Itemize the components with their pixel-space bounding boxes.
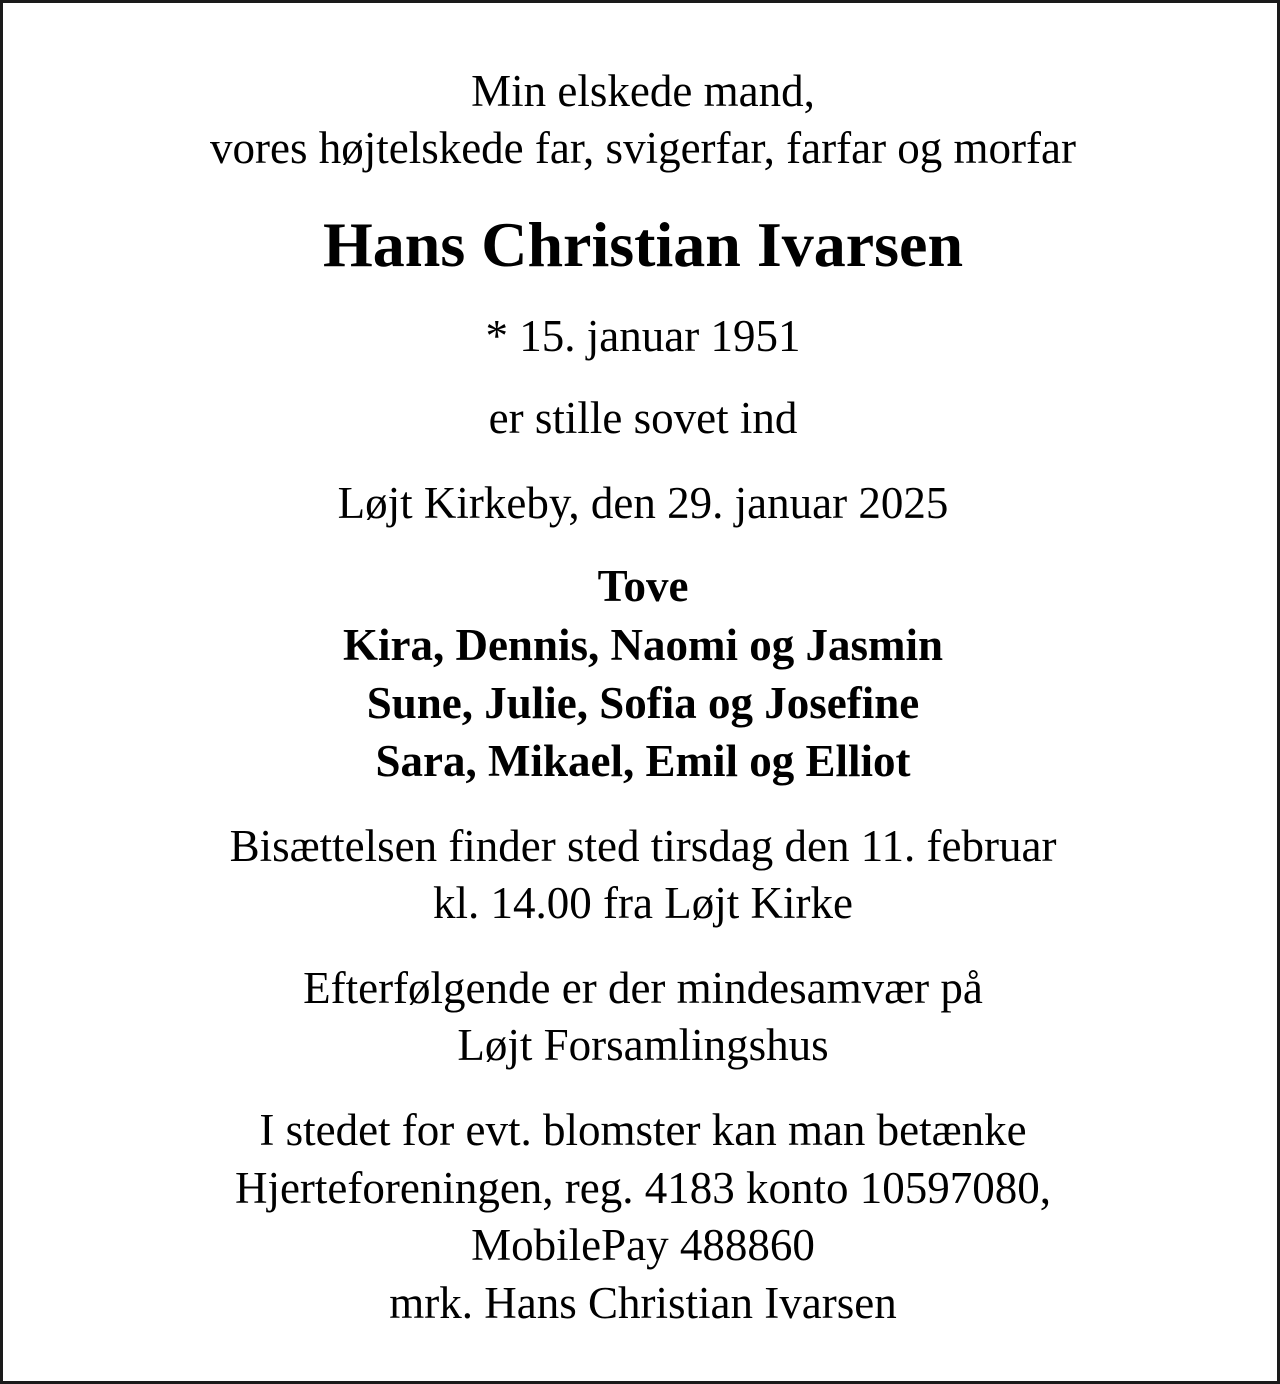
deceased-name: Hans Christian Ivarsen (322, 209, 964, 280)
birth-date: * 15. januar 1951 (485, 311, 801, 361)
donation-line-3: MobilePay 488860 (471, 1220, 815, 1270)
intro-line-1: Min elskede mand, (471, 66, 815, 116)
gathering-line-2: Løjt Forsamlingshus (457, 1020, 829, 1070)
place-and-date: Løjt Kirkeby, den 29. januar 2025 (337, 478, 949, 528)
funeral-line-1: Bisættelsen finder sted tirsdag den 11. februar (229, 821, 1057, 871)
donation-line-4: mrk. Hans Christian Ivarsen (389, 1278, 897, 1328)
funeral-line-2: kl. 14.00 fra Løjt Kirke (433, 878, 853, 928)
family-line-1: Tove (597, 561, 689, 611)
donation-line-1: I stedet for evt. blomster kan man betænke (259, 1105, 1027, 1155)
gathering-line-1: Efterfølgende er der mindesamvær på (303, 963, 983, 1013)
family-line-3: Sune, Julie, Sofia og Josefine (366, 678, 920, 728)
family-line-2: Kira, Dennis, Naomi og Jasmin (342, 620, 944, 670)
family-line-4: Sara, Mikael, Emil og Elliot (375, 736, 911, 786)
donation-line-2: Hjerteforeningen, reg. 4183 konto 10597080, (234, 1163, 1052, 1213)
passed-phrase: er stille sovet ind (488, 393, 798, 443)
intro-line-2: vores højtelskede far, svigerfar, farfar og morfar (210, 123, 1076, 173)
